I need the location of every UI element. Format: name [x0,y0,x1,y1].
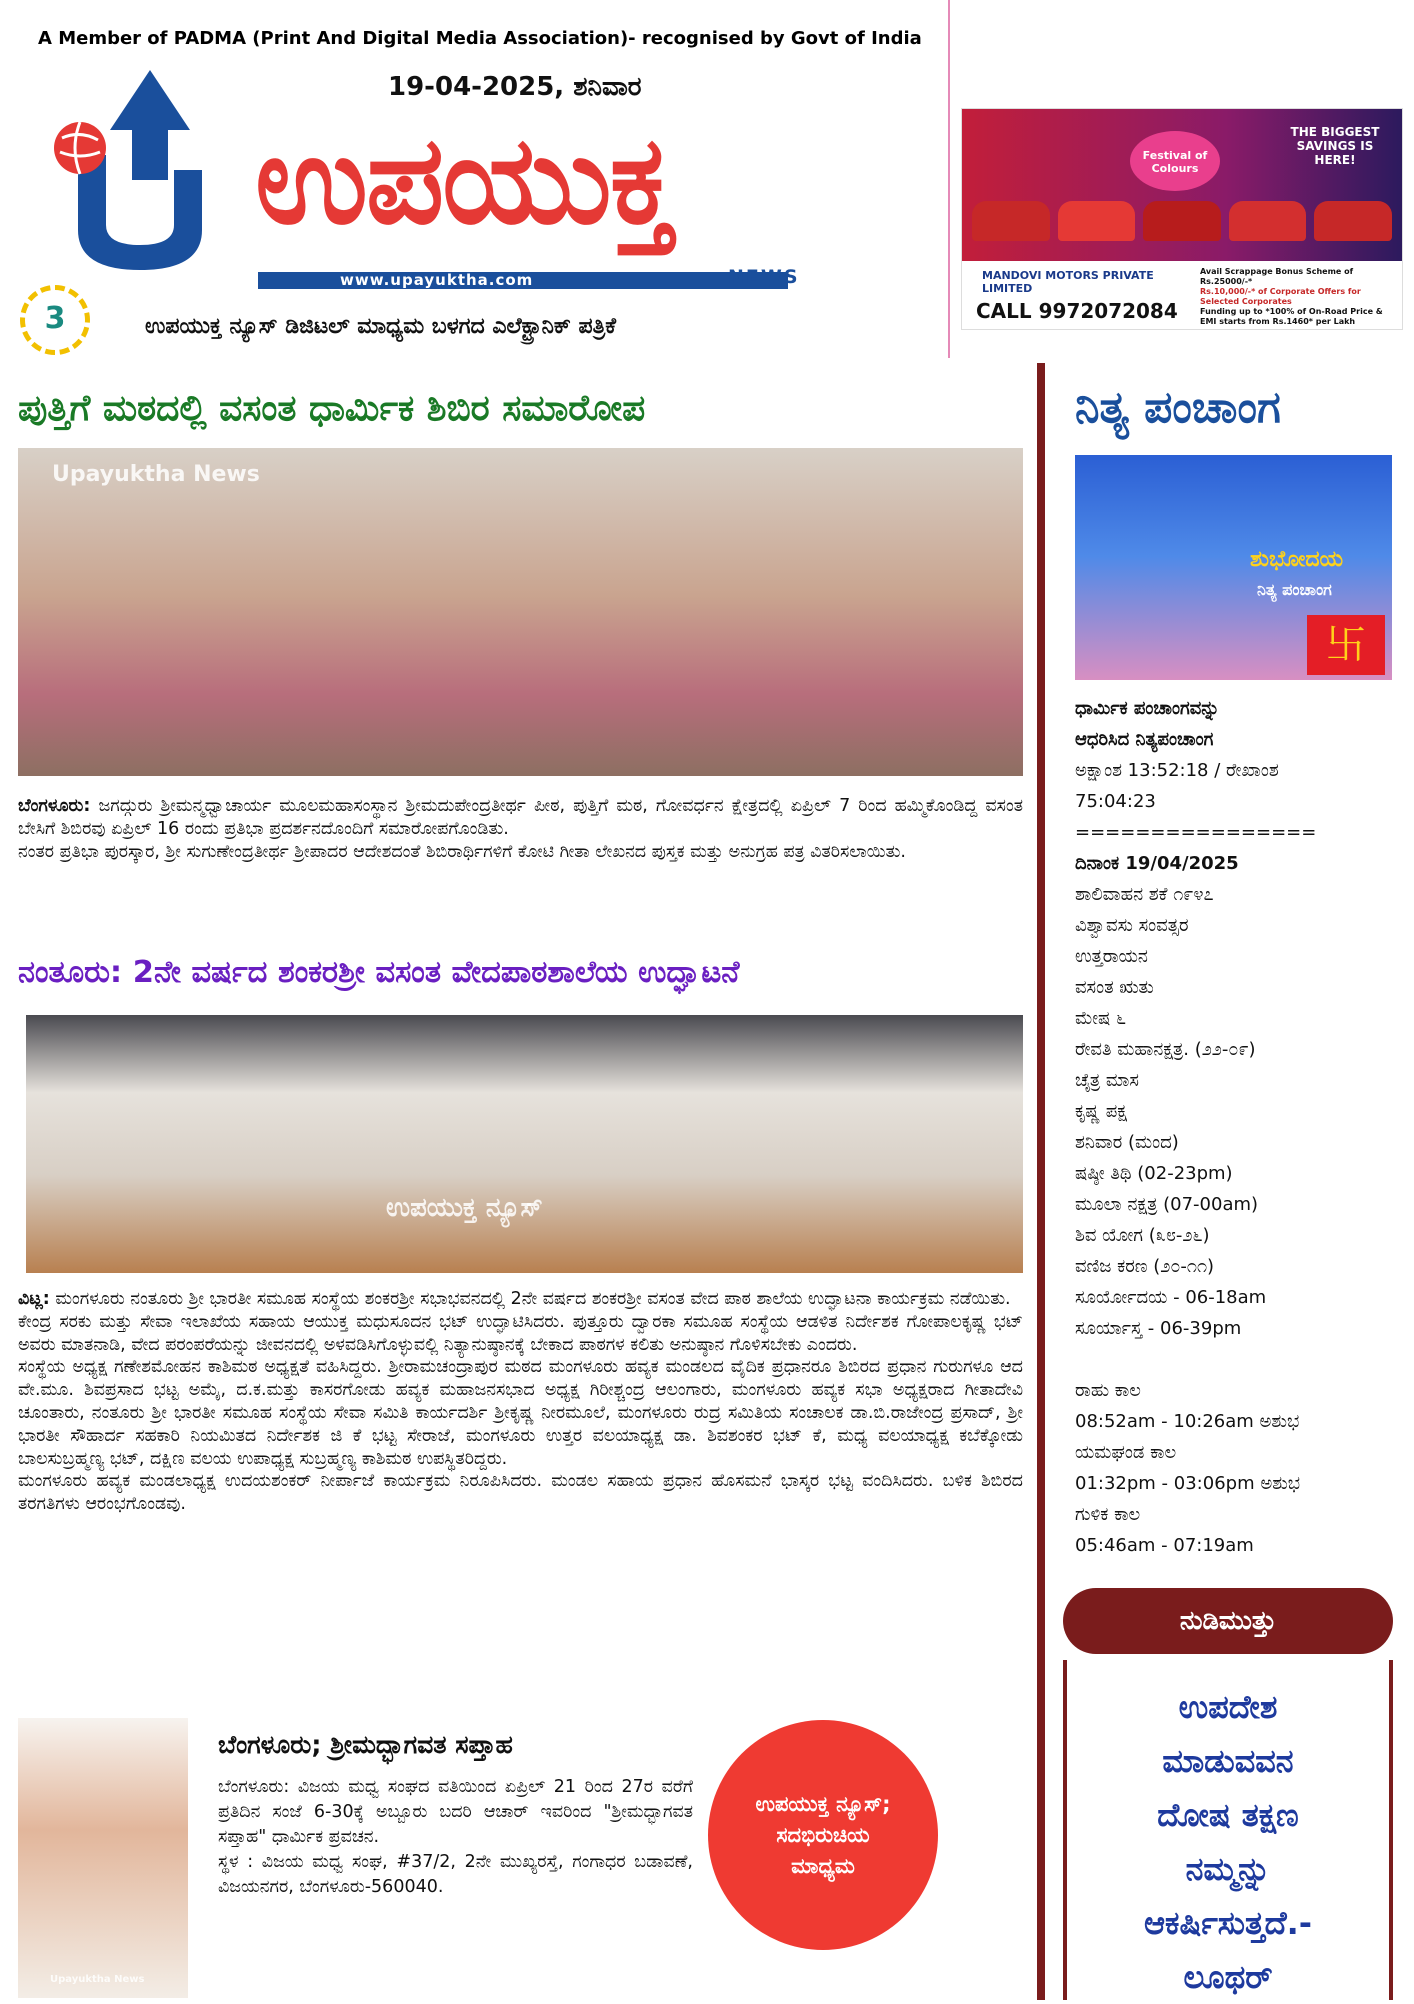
quote-box [1063,1660,1393,2000]
panchanga-line: ಶನಿವಾರ (ಮಂದ) [1075,1132,1179,1153]
quote-heading-pill: ನುಡಿಮುತ್ತು [1063,1588,1393,1654]
advert-scheme [1200,267,1396,327]
panchanga-line: ಸೂರ್ಯೋದಯ - 06-18am [1075,1287,1267,1308]
advert-phone[interactable]: CALL 9972072084 [976,299,1178,323]
yamaghanda-time: 01:32pm - 03:06pm ಅಶುಭ [1075,1473,1301,1494]
advert-festival-badge: Festival of Colours [1130,131,1220,191]
issue-date: 19-04-2025, ಶನಿವಾರ [388,72,642,102]
advert-funding-line: Funding up to *100% of On-Road Price & EMI starts from Rs.1460* per Lakh [1200,307,1383,326]
panchanga-separator: ================ [1075,822,1317,843]
article-3-photo [18,1718,188,1998]
panchanga-line: ವಣಿಜ ಕರಣ (೨೦-೧೧) [1075,1256,1215,1277]
article-2-paragraph: ಸಂಸ್ಥೆಯ ಅಧ್ಯಕ್ಷ ಗಣೇಶಮೋಹನ ಕಾಶಿಮಠ ಅಧ್ಯಕ್ಷತೆ ವಹಿಸಿದ್ದರು. ಶ್ರೀರಾಮಚಂದ್ರಾಪುರ ಮಠದ ಮಂಗಳೂರು ಹವ್ಯಕ ಮಂಡಲದ ವೈದಿಕ ಪ್ರಧಾನರೂ ಶಿಬಿರದ ಪ್ರಧಾನ ಗುರುಗಳೂ ಆದ ವೇ.ಮೂ. ಶಿವಪ್ರಸಾದ ಭಟ್ಟ ಅಮೈ, ದ.ಕ.ಮತ್ತು ಕಾಸರಗೋಡು ಹವ್ಯಕ ಮಹಾಜನಸಭಾದ ಅಧ್ಯಕ್ಷ ಗಿರೀಶ್ಚಂದ್ರ ಆಲಂಗಾರು, ಮಂಗಳೂರು ಹವ್ಯಕ ಸಭಾ ಅಧ್ಯಕ್ಷರಾದ ಗೀತಾದೇವಿ ಚೂಂತಾರು, ನಂತೂರು ಶ್ರೀ ಭಾರತೀ ಸಮೂಹ ಸಂಸ್ಥೆಯ ಸೇವಾ ಸಮಿತಿ ಕಾರ್ಯದರ್ಶಿ ಶ್ರೀಕೃಷ್ಣ ನೀರಮೂಲೆ, ಮಂಗಳೂರು ರುದ್ರ ಸಮಿತಿಯ ಸಂಚಾಲಕ ಡಾ.ಬಿ.ರಾಜೇಂದ್ರ ಪ್ರಸಾದ್, ಶ್ರೀ ಭಾರತೀ ಸೌಹಾರ್ದ ಸಹಕಾರಿ ನಿಯಮಿತದ ನಿರ್ದೇಶಕ ಜಿ ಕೆ ಭಟ್ಟ ಸೇರಾಜೆ, ಮಂಗಳೂರು ಉತ್ತರ ವಲಯಾಧ್ಯಕ್ಷ ಡಾ. ಶಿವಶಂಕರ ಭಟ್ ಕೆ, ಮಧ್ಯ ವಲಯಾಧ್ಯಕ್ಷ ಕಬೆಕ್ಕೋಡು ಬಾಲಸುಬ್ರಹ್ಮಣ್ಯ ಭಟ್, ದಕ್ಷಿಣ ವಲಯ ಉಪಾಧ್ಯಕ್ಷ ಸುಬ್ರಹ್ಮಣ್ಯ ಕಾಶಿಮಠ ಉಪಸ್ಥಿತರಿದ್ದರು. [18,1357,1023,1469]
article-3-headline: ಬೆಂಗಳೂರು; ಶ್ರೀಮದ್ಭಾಗವತ ಸಪ್ತಾಹ [218,1730,513,1759]
panchanga-line: ಚೈತ್ರ ಮಾಸ [1075,1070,1139,1091]
panchanga-coords: 75:04:23 [1075,791,1156,812]
membership-line: A Member of PADMA (Print And Digital Media Association)- recognised by Govt of India [38,28,922,49]
masthead-divider [948,0,950,358]
gulika-time: 05:46am - 07:19am [1075,1535,1254,1556]
rahu-kala-label: ರಾಹು ಕಾಲ [1075,1380,1141,1401]
article-1-paragraph: ನಂತರ ಪ್ರತಿಭಾ ಪುರಸ್ಕಾರ, ಶ್ರೀ ಸುಗುಣೇಂದ್ರತೀರ್ಥ ಶ್ರೀಪಾದರ ಆದೇಶದಂತೆ ಶಿಬಿರಾರ್ಥಿಗಳಿಗೆ ಕೋಟಿ ಗೀತಾ ಲೇಖನದ ಪುಸ್ತಕ ಮತ್ತು ಅನುಗ್ರಹ ಪತ್ರ ವಿತರಿಸಲಾಯಿತು. [18,841,906,862]
masthead-tagline: ಉಪಯುಕ್ತ ನ್ಯೂಸ್ ಡಿಜಿಟಲ್ ಮಾಧ್ಯಮ ಬಳಗದ ಎಲೆಕ್ಟ್ರಾನಿಕ್ ಪತ್ರಿಕೆ [145,314,616,339]
swastika-icon: 卐 [1307,615,1385,675]
promo-badge-text: ಉಪಯುಕ್ತ ನ್ಯೂಸ್; ಸದಭಿರುಚಿಯ ಮಾಧ್ಯಮ [755,1791,891,1878]
rahu-kala-time: 08:52am - 10:26am ಅಶುಭ [1075,1411,1300,1432]
advert-corporate-line: Rs.10,000/-* of Corporate Offers for Selected Corporates [1200,287,1361,306]
article-2-body [18,1288,1023,1516]
website-url: www.upayuktha.com [340,271,534,289]
panchanga-image [1075,455,1392,680]
mandovi-advert[interactable] [961,108,1403,330]
article-1-photo [18,448,1023,776]
panchanga-line: ರೇವತಿ ಮಹಾನಕ್ಷತ್ರ. (೨೨-೦೯) [1075,1039,1256,1060]
article-2-photo [26,1015,1023,1273]
article-1-paragraph: ಬೆಂಗಳೂರು: ಜಗದ್ಗುರು ಶ್ರೀಮನ್ಮಧ್ವಾಚಾರ್ಯ ಮೂಲಮಹಾಸಂಸ್ಥಾನ ಶ್ರೀಮದುಪೇಂದ್ರತೀರ್ಥ ಪೀಠ, ಪುತ್ತಿಗೆ ಮಠ, ಗೋವರ್ಧನ ಕ್ಷೇತ್ರದಲ್ಲಿ ಏಪ್ರಿಲ್ 7 ರಿಂದ ಹಮ್ಮಿಕೊಂಡಿದ್ದ ವಸಂತ ಬೇಸಿಗೆ ಶಿಬಿರವು ಏಪ್ರಿಲ್ 16 ರಂದು ಪ್ರತಿಭಾ ಪ್ರದರ್ಶನದೊಂದಿಗೆ ಸಮಾರೋಪಗೊಂಡಿತು. [18,796,1023,839]
sidebar-divider [1037,363,1045,2000]
page-number-badge: 3 [20,285,90,355]
quote-line: ನಮ್ಮನ್ನು [1185,1850,1271,1888]
panchanga-line: ವಿಶ್ವಾವಸು ಸಂವತ್ಸರ [1075,915,1189,936]
masthead-title: ಉಪಯುಕ್ತ [255,109,673,251]
article-2-paragraph: ವಿಟ್ಲ: ಮಂಗಳೂರು ನಂತೂರು ಶ್ರೀ ಭಾರತೀ ಸಮೂಹ ಸಂಸ್ಥೆಯ ಶಂಕರಶ್ರೀ ಸಭಾಭವನದಲ್ಲಿ 2ನೇ ವರ್ಷದ ಶಂಕರಶ್ರೀ ವಸಂತ ವೇದ ಪಾಠ ಶಾಲೆಯ ಉದ್ಘಾಟನಾ ಕಾರ್ಯಕ್ರಮ ನಡೆಯಿತು. [18,1289,1011,1309]
article-2-photo-watermark: ಉಪಯುಕ್ತ ನ್ಯೂಸ್ [386,1193,543,1223]
quote-line: ಉಪದೇಶ [1178,1688,1278,1726]
panchanga-line: ಶಿವ ಯೋಗ (೩೮-೨೬) [1075,1225,1210,1246]
panchanga-date: ದಿನಾಂಕ 19/04/2025 [1075,853,1239,874]
advert-scheme-line: Avail Scrappage Bonus Scheme of Rs.25000/-* [1200,267,1354,286]
article-1-headline: ಪುತ್ತಿಗೆ ಮಠದಲ್ಲಿ ವಸಂತ ಧಾರ್ಮಿಕ ಶಿಬಿರ ಸಮಾರೋಪ [18,388,646,429]
panchanga-intro-line: ಆಧರಿಸಿದ ನಿತ್ಯಪಂಚಾಂಗ [1075,729,1214,750]
panchanga-line: ಷಷ್ಠೀ ತಿಥಿ (02-23pm) [1075,1163,1233,1184]
panchanga-line: ಮೂಲಾ ನಕ್ಷತ್ರ (07-00am) [1075,1194,1259,1215]
quote-author: ಲೂಥರ್ [1183,1958,1273,1996]
news-label: NEWS [728,266,800,288]
panchanga-line: ಉತ್ತರಾಯನ [1075,946,1148,967]
upayuktha-logo [40,60,280,280]
article-3-photo-watermark: Upayuktha News [50,1974,145,1985]
quote-line: ಮಾಡುವವನ [1162,1742,1294,1780]
panchanga-line: ಶಾಲಿವಾಹನ ಶಕೆ ೧೯೪೭ [1075,884,1214,905]
panchanga-line: ಕೃಷ್ಣ ಪಕ್ಷ [1075,1101,1127,1122]
article-3-paragraph: ಬೆಂಗಳೂರು: ವಿಜಯ ಮಧ್ವ ಸಂಘದ ವತಿಯಿಂದ ಏಪ್ರಿಲ್ 21 ರಿಂದ 27ರ ವರೆಗೆ ಪ್ರತಿದಿನ ಸಂಜೆ 6-30ಕ್ಕೆ ಅಬ್ಬೂರು ಬದರಿ ಆಚಾರ್ ಇವರಿಂದ "ಶ್ರೀಮದ್ಭಾಗವತ ಸಪ್ತಾಹ" ಧಾರ್ಮಿಕ ಪ್ರವಚನ. [218,1777,693,1847]
panchanga-image-title: ಶುಭೋದಯ [1250,547,1344,572]
yamaghanda-label: ಯಮಘಂಡ ಕಾಲ [1075,1442,1177,1463]
panchanga-heading: ನಿತ್ಯ ಪಂಚಾಂಗ [1075,382,1281,433]
logo-arrow [110,70,190,180]
advert-savings: THE BIGGEST SAVINGS IS HERE! [1290,125,1380,167]
panchanga-intro-line: ಧಾರ್ಮಿಕ ಪಂಚಾಂಗವನ್ನು [1075,698,1220,719]
article-2-paragraph: ಮಂಗಳೂರು ಹವ್ಯಕ ಮಂಡಲಾಧ್ಯಕ್ಷ ಉದಯಶಂಕರ್ ನೀರ್ಪಾಜೆ ಕಾರ್ಯಕ್ರಮ ನಿರೂಪಿಸಿದರು. ಮಂಡಲ ಸಹಾಯ ಪ್ರಧಾನ ಹೊಸಮನೆ ಭಾಸ್ಕರ ಭಟ್ಟ ವಂದಿಸಿದರು. ಬಳಿಕ ಶಿಬಿರದ ತರಗತಿಗಳು ಆರಂಭಗೊಂಡವು. [18,1471,1023,1515]
panchanga-line: ವಸಂತ ಋತು [1075,977,1154,998]
quote-line: ಆಕರ್ಷಿಸುತ್ತದೆ.- [1143,1904,1313,1942]
article-1-body [18,795,1023,863]
promo-badge [708,1720,938,1950]
panchanga-image-subtitle: ನಿತ್ಯ ಪಂಚಾಂಗ [1257,580,1332,599]
globe-icon [54,122,106,174]
article-3-paragraph: ಸ್ಥಳ : ವಿಜಯ ಮಧ್ವ ಸಂಘ, #37/2, 2ನೇ ಮುಖ್ಯರಸ್ತೆ, ಗಂಗಾಧರ ಬಡಾವಣೆ, ವಿಜಯನಗರ, ಬೆಂಗಳೂರು-560040. [218,1852,693,1897]
quote-line: ದೋಷ ತಕ್ಷಣ [1157,1796,1299,1834]
advert-cars-row [972,201,1392,241]
article-1-dateline: ಬೆಂಗಳೂರು: [18,796,91,816]
gulika-label: ಗುಳಿಕ ಕಾಲ [1075,1504,1141,1525]
advert-company: MANDOVI MOTORS PRIVATE LIMITED [982,269,1154,295]
panchanga-details [1075,693,1395,1561]
article-2-dateline: ವಿಟ್ಲ: [18,1289,50,1309]
article-1-photo-watermark: Upayuktha News [52,462,260,487]
article-3-body [218,1775,693,1900]
article-2-paragraph: ಕೇಂದ್ರ ಸರಕು ಮತ್ತು ಸೇವಾ ಇಲಾಖೆಯ ಸಹಾಯ ಆಯುಕ್ತ ಮಧುಸೂದನ ಭಟ್ ಉದ್ಘಾಟಿಸಿದರು. ಪುತ್ತೂರು ದ್ವಾರಕಾ ಸಮೂಹ ಸಂಸ್ಥೆಯ ಆಡಳಿತ ನಿರ್ದೇಶಕ ಗೋಪಾಲಕೃಷ್ಣ ಭಟ್ ಅವರು ಮಾತನಾಡಿ, ವೇದ ಪರಂಪರೆಯನ್ನು ಜೀವನದಲ್ಲಿ ಅಳವಡಿಸಿಗೊಳ್ಳುವಲ್ಲಿ ನಿತ್ಯಾನುಷ್ಠಾನಕ್ಕೆ ಬೇಕಾದ ಪಾಠಗಳ ಕಲಿತು ಅನುಷ್ಠಾನ ಗೊಳಿಸಬೇಕು ಎಂದರು. [18,1311,1023,1355]
panchanga-line: ಮೇಷ ೬ [1075,1008,1127,1029]
article-2-headline: ನಂತೂರು: 2ನೇ ವರ್ಷದ ಶಂಕರಶ್ರೀ ವಸಂತ ವೇದಪಾಠಶಾಲೆಯ ಉದ್ಘಾಟನೆ [18,955,740,990]
panchanga-line: ಸೂರ್ಯಾಸ್ತ - 06-39pm [1075,1318,1242,1339]
panchanga-coords: ಅಕ್ಷಾಂಶ 13:52:18 / ರೇಖಾಂಶ [1075,760,1279,781]
